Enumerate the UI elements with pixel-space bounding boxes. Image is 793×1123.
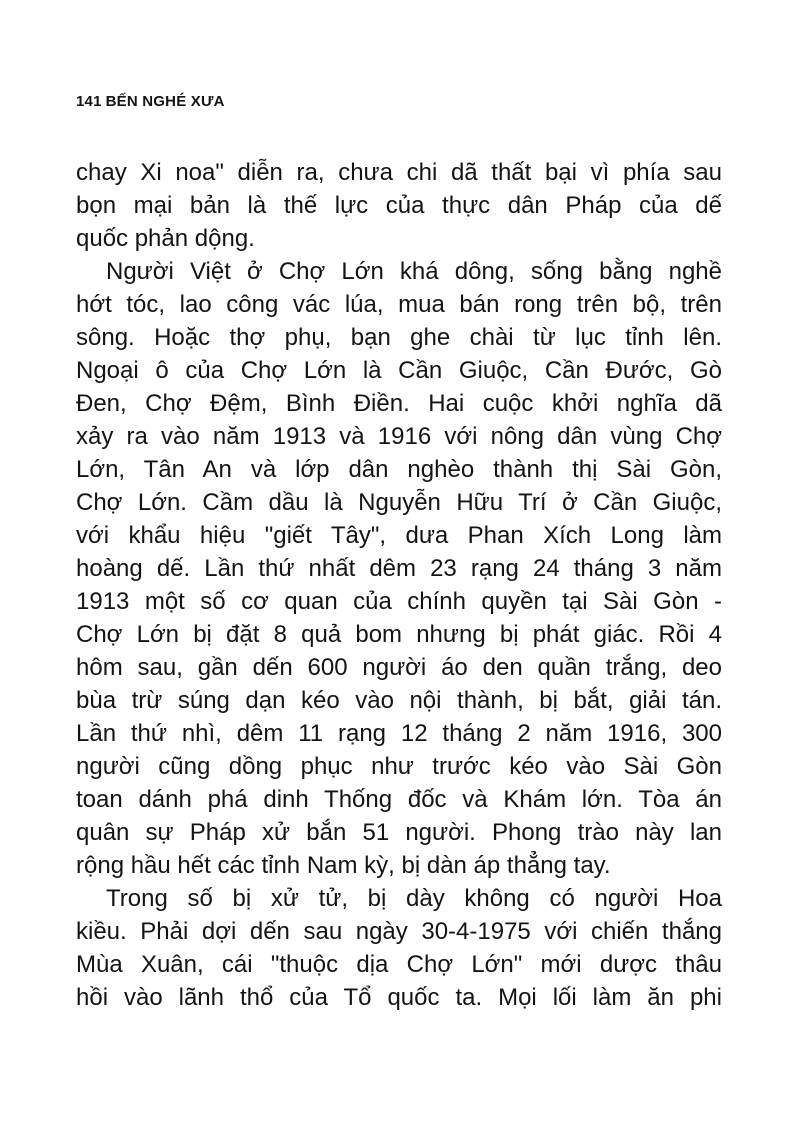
text-line: kiều. Phải dợi dến sau ngày 30-4-1975 với chiến thắng [76,918,722,945]
text-line: xảy ra vào năm 1913 và 1916 với nông dân vùng Chợ [76,423,722,450]
text-line: quân sự Pháp xử bắn 51 người. Phong trào này lan [76,819,722,846]
text-line: Lớn, Tân An và lớp dân nghèo thành thị Sài Gòn, [76,456,722,483]
text-line: bùa trừ súng dạn kéo vào nội thành, bị bắt, giải tán. [76,687,722,714]
text-line: Chợ Lớn. Cầm dầu là Nguyễn Hữu Trí ở Cần Giuộc, [76,489,722,516]
text-line: hoàng dế. Lần thứ nhất dêm 23 rạng 24 tháng 3 năm [76,555,722,582]
text-line: Trong số bị xử tử, bị dày không có người Hoa [106,885,722,912]
text-line: với khẩu hiệu "giết Tây", dưa Phan Xích Long làm [76,522,722,549]
running-header [76,93,225,110]
text-line: người cũng dồng phục như trước kéo vào Sài Gòn [76,753,722,780]
text-line: sông. Hoặc thợ phụ, bạn ghe chài từ lục tỉnh lên. [76,324,722,351]
text-line: Lần thứ nhì, dêm 11 rạng 12 tháng 2 năm 1916, 300 [76,720,722,747]
text-line: toan dánh phá dinh Thống đốc và Khám lớn. Tòa án [76,786,722,813]
text-line: Chợ Lớn bị đặt 8 quả bom nhưng bị phát giác. Rồi 4 [76,621,722,648]
text-line: quốc phản dộng. [76,225,255,252]
page-number: 141 [76,93,102,110]
text-line: rộng hầu hết các tỉnh Nam kỳ, bị dàn áp thẳng tay. [76,852,611,879]
text-line: bọn mại bản là thế lực của thực dân Pháp của dế [76,192,722,219]
running-title: BẾN NGHÉ XƯA [105,93,225,110]
text-line: hôm sau, gần dến 600 người áo den quần trắng, deo [76,654,722,681]
text-line: Mùa Xuân, cái "thuộc dịa Chợ Lớn" mới dược thâu [76,951,722,978]
text-line: hớt tóc, lao công vác lúa, mua bán rong trên bộ, trên [76,291,722,318]
text-line: chay Xi noa" diễn ra, chưa chi dã thất bại vì phía sau [76,159,722,186]
text-line: Ngoại ô của Chợ Lớn là Cần Giuộc, Cần Đước, Gò [76,357,722,384]
text-line: Đen, Chợ Đệm, Bình Điền. Hai cuộc khởi nghĩa dã [76,390,722,417]
text-line: Người Việt ở Chợ Lớn khá dông, sống bằng nghề [106,258,722,285]
text-line: 1913 một số cơ quan của chính quyền tại Sài Gòn - [76,588,722,615]
text-line: hồi vào lãnh thổ của Tổ quốc ta. Mọi lối làm ăn phi [76,984,722,1011]
